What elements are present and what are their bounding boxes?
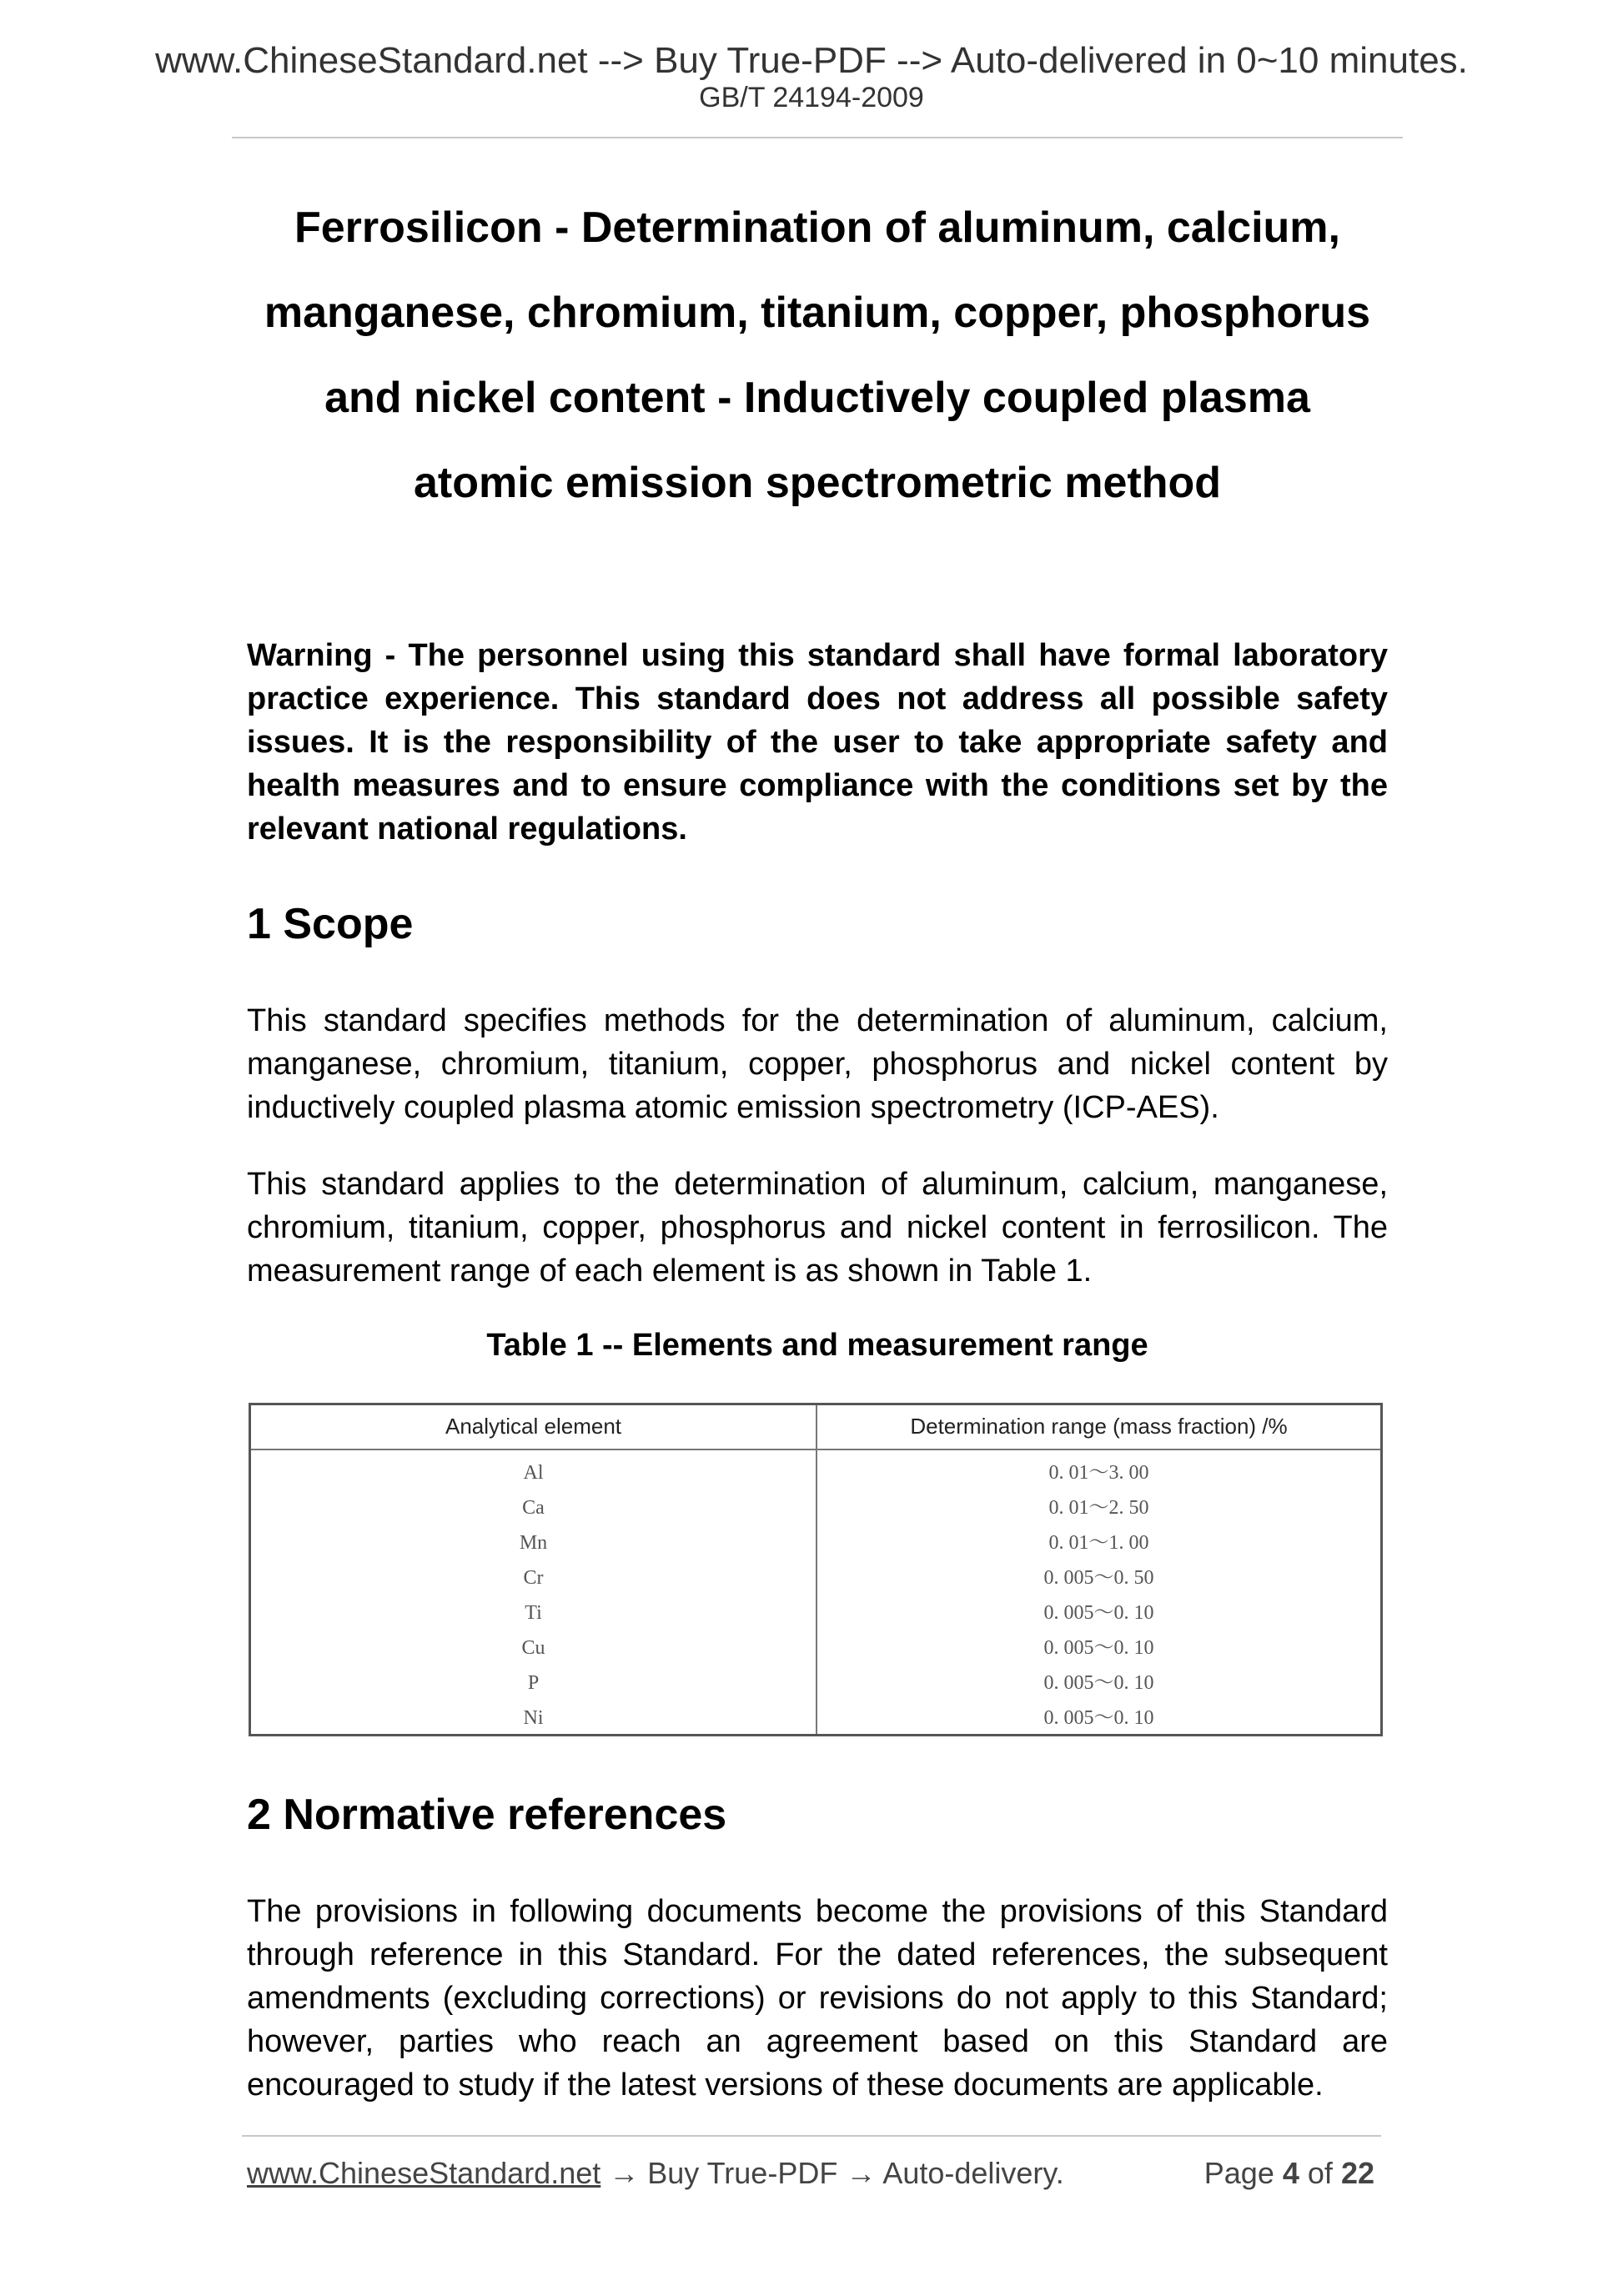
page-indicator: [1204, 2156, 1374, 2191]
element-cell: P: [527, 1672, 540, 1694]
element-cell: Mn: [519, 1532, 548, 1554]
table-caption: Table 1 -- Elements and measurement range: [486, 1328, 1148, 1363]
table-row: [251, 1560, 1380, 1595]
site-banner: www.ChineseStandard.net --> Buy True-PDF --> Auto-delivered in 0~10 minutes.: [155, 40, 1468, 81]
range-cell: 0. 01～2. 50: [1048, 1497, 1149, 1519]
standard-code: GB/T 24194-2009: [699, 82, 924, 113]
elements-range-table: [249, 1403, 1383, 1736]
range-cell: 0. 01～3. 00: [1048, 1462, 1149, 1484]
site-link[interactable]: www.ChineseStandard.net: [247, 2156, 601, 2190]
section-heading-scope: 1 Scope: [247, 900, 414, 948]
element-cell: Ni: [523, 1707, 544, 1729]
table-row: [251, 1701, 1380, 1736]
scope-paragraph-2: This standard applies to the determination of aluminum, calcium, manganese, chromium, titanium, copper, phosphorus and nickel content in ferrosilicon. The measurement range of each element is as shown in Table 1.: [247, 1167, 1388, 1289]
of-label: of: [1307, 2156, 1333, 2190]
element-cell: Ti: [525, 1602, 542, 1624]
footer-left: [247, 2156, 1064, 2191]
table-row: [251, 1525, 1380, 1560]
normative-references-paragraph: The provisions in following documents become the provisions of this Standard through reference in this Standard. For the dated references, the subsequent amendments (excluding corrections) or revisions do not apply to this Standard; however, parties who reach an agreement based on this Standard are encouraged to study if the latest versions of these documents are applicable.: [247, 1894, 1388, 2103]
range-cell: 0. 01～1. 00: [1048, 1532, 1149, 1554]
page-label: Page: [1203, 2156, 1274, 2190]
footer-divider: [242, 2135, 1381, 2137]
title-line: Ferrosilicon - Determination of aluminum, calcium,: [294, 203, 1340, 252]
page-total: 22: [1340, 2156, 1374, 2190]
title-line: atomic emission spectrometric method: [413, 459, 1222, 507]
table-row: [251, 1595, 1380, 1630]
table-header-range: Determination range (mass fraction) /%: [910, 1414, 1288, 1439]
range-cell: 0. 005～0. 10: [1043, 1707, 1154, 1729]
scope-paragraph-1: This standard specifies methods for the determination of aluminum, calcium, manganese, chromium, titanium, copper, phosphorus and nickel content by inductively coupled plasma atomic emission spectrometry (ICP-AES).: [247, 1003, 1388, 1125]
page-number: 4: [1282, 2156, 1299, 2190]
range-cell: 0. 005～0. 50: [1043, 1567, 1154, 1589]
range-cell: 0. 005～0. 10: [1043, 1602, 1154, 1624]
element-cell: Ca: [522, 1497, 545, 1519]
range-cell: 0. 005～0. 10: [1043, 1637, 1154, 1659]
title-line: manganese, chromium, titanium, copper, phosphorus: [264, 289, 1371, 337]
header-divider: [232, 137, 1403, 138]
table-row: [251, 1455, 1380, 1490]
element-cell: Al: [523, 1462, 544, 1484]
footer-suffix: → Buy True-PDF → Auto-delivery.: [600, 2156, 1064, 2190]
table-body: [251, 1455, 1380, 1736]
table-row: [251, 1630, 1380, 1665]
range-cell: 0. 005～0. 10: [1043, 1672, 1154, 1694]
section-heading-normative-references: 2 Normative references: [247, 1791, 727, 1839]
warning-paragraph: Warning - The personnel using this standard shall have formal laboratory practice experience. This standard does not address all possible safety issues. It is the responsibility of the user to take appropriate safety and health measures and to ensure compliance with the conditions set by the relevant national regulations.: [247, 638, 1388, 847]
table-row: [251, 1490, 1380, 1525]
element-cell: Cr: [523, 1567, 544, 1589]
table-header-element: Analytical element: [445, 1414, 621, 1439]
table-row: [251, 1665, 1380, 1701]
document-title: [209, 185, 1426, 525]
table-header-divider: [251, 1449, 1380, 1450]
element-cell: Cu: [521, 1637, 545, 1659]
title-line: and nickel content - Inductively coupled plasma: [324, 374, 1310, 422]
